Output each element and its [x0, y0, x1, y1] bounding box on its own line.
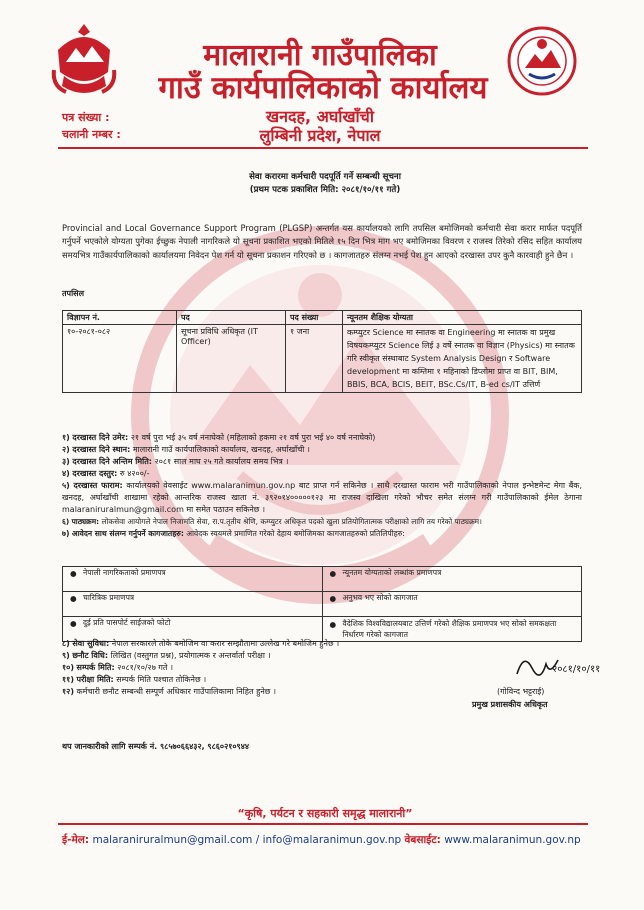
list-item: ६) पाठ्यक्रम: लोकसेवा आयोगले नेपाल निजामति सेवा, रा.प.तृतीय श्रेणि, कम्प्युटर अधिकृत पदको खुला प्रतियोगितात्मक परीक्षाको लागि तय गरेको पाठ्यक्रम। [62, 517, 482, 526]
vacancy-table-header [63, 311, 582, 325]
doc-item: ● न्यूनतम योग्यताको लब्धांक प्रमाणपत्र [322, 567, 582, 592]
header-divider [58, 147, 588, 149]
header-count: पद संख्या [286, 311, 343, 325]
website-label: वेबसाईट: [404, 834, 441, 846]
list-item: ३) दरखास्त दिने अन्तिम मिति: २०८१ साल माघ २५ गते कार्यालय समय भित्र । [62, 457, 289, 466]
list-item: ४) दरखास्त दस्तुर: रु ४२००/- [62, 469, 150, 478]
signature-date: २०८१/१०/११ [552, 664, 601, 675]
list-item: १) दरखास्त दिने उमेर: २१ वर्ष पुरा भई ३५ वर्ष ननाघेको (महिलाको हकमा २१ वर्ष पुरा भई ४० वर्ष ननाघेको) [62, 433, 376, 442]
vacancy-table [62, 310, 582, 393]
conditions-list [62, 432, 592, 540]
documents-table [62, 566, 582, 642]
list-item: ५) दरखास्त फाराम: कार्यालयको वेवसाईट www.malaranimun.gov.np बाट प्राप्त गर्न सकिनेछ । साथै दरखास्त फाराम भरी गाउँपालिकाको नेपाल इन्भेष्टमेन्ट मेगा बैंक, खनदह, अर्घाखाँची शाखामा रहेको आन्तरिक राजस्व खाता नं. ३९२०१४०००००१२३ मा राजस्व दाखिला गरेको भौचर समेत संलग्न गरी गाउँपालिकाको ईमेल ठेगाना malaraniruralmun@gmail.com मा समेत पठाउन सकिनेछ । [62, 481, 582, 514]
table-row [63, 592, 582, 617]
chalani-number-label: चलानी नम्बर : [62, 128, 121, 141]
footer-divider [58, 823, 588, 825]
patra-sankhya-label: पत्र संख्या : [62, 111, 110, 124]
signatory-title: प्रमुख प्रशासकीय अधिकृत [472, 700, 548, 709]
notice-subject: सेवा करारमा कर्मचारी पदपूर्ति गर्ने सम्बन्धी सूचना [249, 172, 401, 182]
conditions-list-2 [62, 638, 462, 698]
doc-item: ● वैदेशिक विश्वविद्यालयबाट उत्तिर्ण गरेको शैक्षिक प्रमाणपत्र भए सोको समकक्षता निर्धारण गरेको कागजात [322, 617, 582, 642]
doc-item: ● चारित्रिक प्रमाणपत्र [63, 592, 323, 617]
list-item: २) दरखास्त दिने स्थान: मालारानी गाउँ कार्यपालिकाको कार्यालय, खनदह, अर्घाखाँची । [62, 445, 310, 454]
signatory-name: (गोविन्द भट्टराई) [497, 687, 545, 696]
email-label: ई-मेल: [62, 834, 90, 846]
header-post: पद [177, 311, 286, 325]
cell-ad-no: १०-२०८१-०८२ [63, 325, 177, 393]
office-title-line2: गाउँ कार्यपालिकाको कार्यालय [158, 70, 488, 106]
footer-contact [62, 833, 582, 847]
website-link[interactable]: www.malaranimun.gov.np [444, 834, 581, 846]
list-item: ९) छनौट विधि: लिखित (वस्तुगत प्रश्न), प्रयोगात्मक र अन्तर्वार्ता परीक्षा । [62, 651, 271, 660]
municipality-seal-icon [507, 26, 577, 96]
table-row [63, 325, 582, 393]
doc-item: ● अनुभव भए सोको कागजात [322, 592, 582, 617]
table-row [63, 567, 582, 592]
contact-line: थप जानकारीको लागि सम्पर्क नं. ९८५७०६६४३२, ९८६०२१०९४४ [62, 742, 250, 751]
email-links[interactable]: malaraniruralmun@gmail.com / info@malaranimun.gov.np [92, 834, 402, 846]
office-title-line1: मालारानी गाउँपालिका [203, 38, 437, 73]
address-line2: लुम्बिनी प्रदेश, नेपाल [259, 126, 381, 145]
footer-slogan: “कृषि, पर्यटन र सहकारी समृद्ध मालारानी” [237, 807, 413, 820]
signature-mark [512, 646, 602, 686]
list-item: ८) सेवा सुविधा: नेपाल सरकारले तोके बमोजिम वा करार सम्झौतामा उल्लेख गरे बमोजिम हुनेछ । [62, 639, 340, 648]
cell-count: १ जना [286, 325, 343, 393]
doc-item: ● दुई प्रति पासपोर्ट साईजको फोटो [63, 617, 323, 642]
nepal-emblem-icon [50, 20, 118, 100]
doc-item: ● नेपाली नागरिकताको प्रमाणपत्र [63, 567, 323, 592]
cell-post: सूचना प्रविधि अधिकृत (IT Officer) [177, 325, 286, 393]
list-item: १२) कर्मचारी छनौट सम्बन्धी सम्पूर्ण अधिकार गाउँपालिकामा निहित हुनेछ । [62, 687, 276, 696]
header-ad-no: विज्ञापन नं. [63, 311, 177, 325]
notice-publish-date: (प्रथम पटक प्रकाशित मिति: २०८१/१०/११ गते) [249, 185, 401, 195]
list-item: ७) आवेदन साथ संलग्न गर्नुपर्ने कागजातहरु: आवेदक स्वयमले प्रमाणित गरेको देहाय बमोजिमका कागजातहरुको प्रतिलिपीहरु: [62, 529, 405, 538]
list-item: १०) सम्पर्क मिति: २०८१/१०/२७ गते । [62, 663, 174, 672]
list-item: ११) परीक्षा मिति: सम्पर्क मिति पश्चात तोकिनेछ । [62, 675, 207, 684]
intro-paragraph: Provincial and Local Governance Support Program (PLGSP) अन्तर्गत यस कार्यालयको लागि तपसिल बमोजिमको कर्मचारी सेवा करार मार्फत पदपूर्ति गर्नुपर्ने भएकोले योग्यता पुगेका ईच्छुक नेपाली नागरिकले यो सूचना प्रकाशित भएको मितिले १५ दिन भित्र माग भए बमोजिमका विवरण र राजस्व तिरेको रसिद सहित कार्यालय समयभित्र गाउँकार्यपालिकाको कार्यालयमा निवेदन पेश गर्न यो सूचना प्रकाशन गरिएको छ । कागजातहरु संलग्न नभई पेश हुन आएको दरखास्त उपर कुनै कारवाही हुने छैन । [62, 223, 582, 260]
cell-qualification: कम्प्युटर Science मा स्नातक वा Engineering मा स्नातक वा प्रमुख विषयकम्प्युटर Science लिई ३ वर्षे स्नातक वा विज्ञान (Physics) मा स्नातक गरि स्वीकृत संस्थाबाट System Analysis Design र Software development मा कम्तिमा १ महिनाको डिप्लोमा प्राप्त वा BIT, BIM, BBIS, BCA, BCIS, BEIT, BSc.Cs/IT, B-ed cs/IT उत्तिर्ण [343, 325, 582, 393]
address-line1: खनदह, अर्घाखाँची [266, 107, 374, 126]
tapasil-label: तपसिल [62, 289, 85, 298]
header-qualification: न्यूनतम शैक्षिक योग्यता [343, 311, 582, 325]
